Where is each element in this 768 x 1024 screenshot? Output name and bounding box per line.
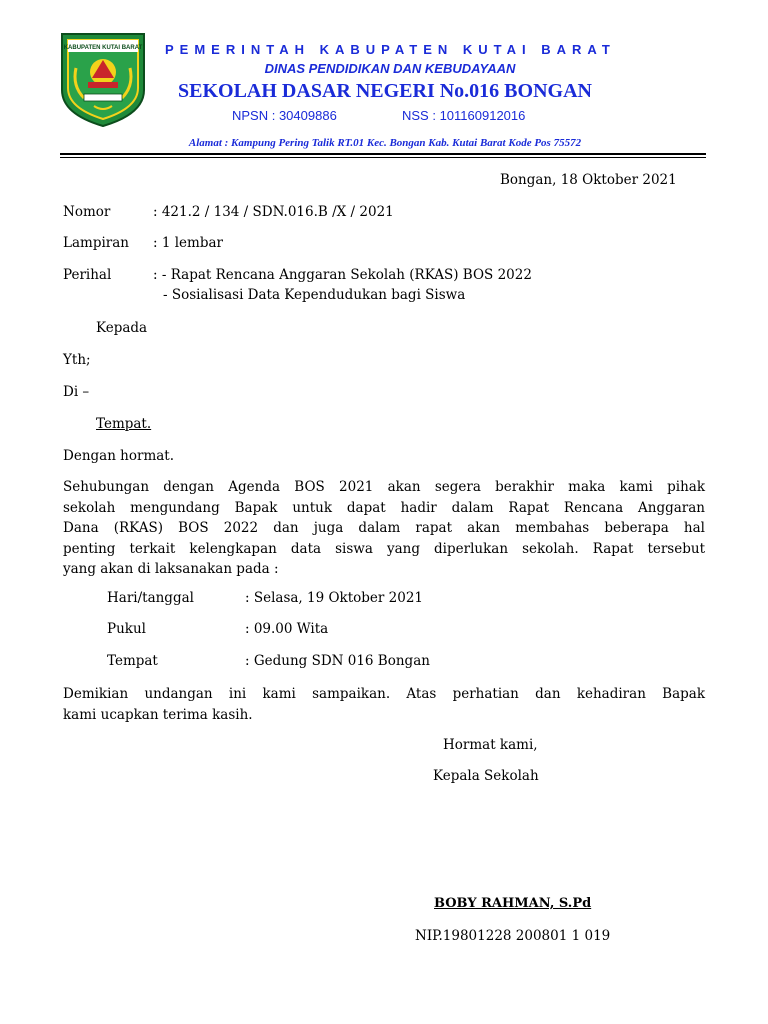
schedule-label: Tempat	[107, 653, 158, 669]
school-name: SEKOLAH DASAR NEGERI No.016 BONGAN	[178, 80, 592, 102]
agency-name: DINAS PENDIDIKAN DAN KEBUDAYAAN	[264, 61, 516, 76]
tempat: Tempat.	[96, 416, 152, 432]
place-date: Bongan, 18 Oktober 2021	[500, 172, 677, 188]
schedule-value: : Selasa, 19 Oktober 2021	[245, 590, 424, 606]
di: Di –	[63, 384, 90, 400]
nomor-label: Nomor	[63, 204, 111, 220]
body-line: penting terkait kelengkapan data siswa yang diperlukan sekolah. Rapat tersebut	[63, 540, 705, 557]
closing-line: kami ucapkan terima kasih.	[63, 706, 253, 723]
yth: Yth;	[63, 352, 91, 368]
regency-logo	[58, 28, 148, 128]
nss: NSS : 101160912016	[402, 108, 526, 123]
npsn: NPSN : 30409886	[232, 108, 337, 123]
body-paragraph	[63, 477, 705, 580]
header-divider-thin	[60, 157, 706, 158]
lampiran-value: : 1 lembar	[153, 235, 223, 251]
schedule-label: Pukul	[107, 621, 146, 637]
lampiran-label: Lampiran	[63, 235, 129, 251]
perihal-line-2: - Sosialisasi Data Kependudukan bagi Siswa	[163, 287, 466, 303]
perihal-line-1: : - Rapat Rencana Anggaran Sekolah (RKAS) BOS 2022	[153, 267, 532, 283]
schedule-value: : 09.00 Wita	[245, 621, 329, 637]
signer-nip: NIP.19801228 200801 1 019	[415, 928, 611, 944]
schedule-label: Hari/tanggal	[107, 590, 194, 606]
body-line: Dana (RKAS) BOS 2022 dan juga dalam rapat akan membahas beberapa hal	[63, 520, 705, 536]
government-name: PEMERINTAH KABUPATEN KUTAI BARAT	[165, 42, 616, 57]
body-line: yang akan di laksanakan pada :	[63, 561, 279, 577]
header-divider-thick	[60, 153, 706, 155]
body-line: sekolah mengundang Bapak untuk dapat hadir dalam Rapat Rencana Anggaran	[63, 499, 705, 516]
signer-position: Kepala Sekolah	[433, 768, 539, 784]
regards: Hormat kami,	[443, 737, 538, 753]
kepada: Kepada	[96, 320, 148, 336]
closing-line: Demikian undangan ini kami sampaikan. Atas perhatian dan kehadiran Bapak	[63, 686, 705, 702]
nomor-value: : 421.2 / 134 / SDN.016.B /X / 2021	[153, 204, 394, 220]
greeting: Dengan hormat.	[63, 448, 175, 464]
schedule-value: : Gedung SDN 016 Bongan	[245, 653, 430, 669]
closing-paragraph	[63, 684, 705, 725]
signer-name: BOBY RAHMAN, S.Pd	[434, 896, 592, 911]
svg-text:KABUPATEN KUTAI BARAT: KABUPATEN KUTAI BARAT	[63, 45, 143, 51]
body-line: Sehubungan dengan Agenda BOS 2021 akan segera berakhir maka kami pihak	[63, 479, 705, 495]
perihal-label: Perihal	[63, 267, 112, 283]
school-address: Alamat : Kampung Pering Talik RT.01 Kec. Bongan Kab. Kutai Barat Kode Pos 75572	[188, 137, 582, 149]
